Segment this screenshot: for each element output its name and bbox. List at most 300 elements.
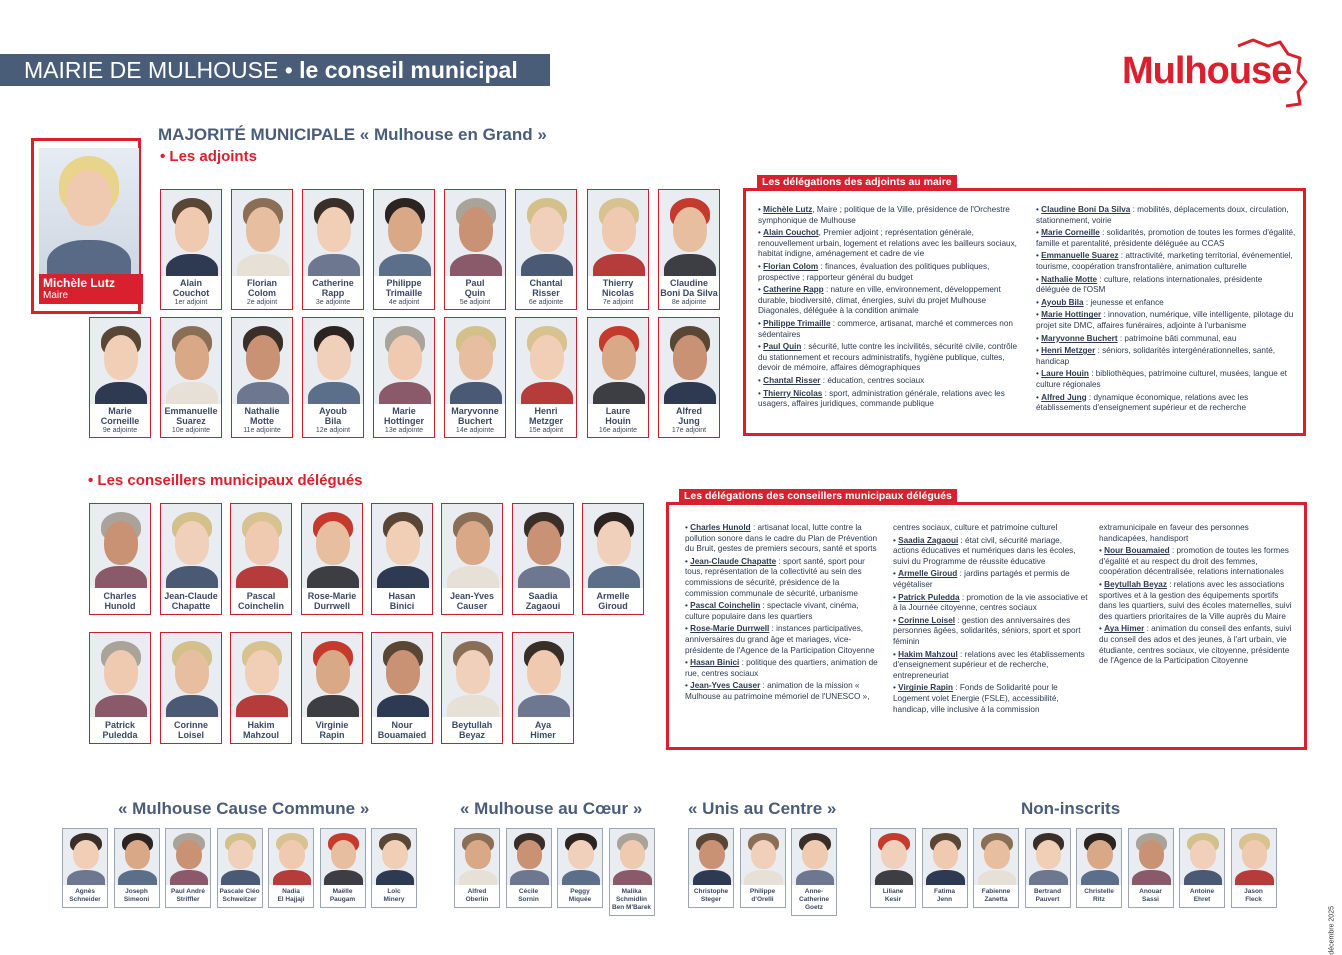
member-last-name: Oberlin [465,896,489,903]
conseiller-photo [513,504,573,588]
adjoint-photo [659,190,719,276]
adjoint-name [303,404,363,426]
delegations-adjoints-tag: Les délégations des adjoints au maire [757,175,957,189]
delegation-person: Marie Hottinger [1041,310,1102,320]
group-member-name [63,885,107,907]
delegation-person: Aya Himer [1104,624,1145,634]
delegation-text: : sécurité, lutte contre les incivilités, sécurité civile, contrôle du stationnement et recours administratifs, hygiène publique, cultes, devoir de mémoire, affaires démographiques [758,342,1018,373]
group-title: « Unis au Centre » [688,799,837,818]
adjoint-role: 14e adjointe [455,427,495,434]
conseiller-card [160,632,222,744]
adjoint-last-name: Trimaille [385,288,423,298]
delegation-text: : gestion des anniversaires des personnes âgées, solidarités, séniors, sport et sport féminin [893,615,1081,646]
conseiller-card [301,503,363,615]
delegation-text: , Premier adjoint ; représentation générale, renouvellement urbain, logement et relations avec les bailleurs sociaux, habitat indigne, aménagement et cadre de vie [758,228,1017,259]
adjoint-last-name: Boni Da Silva [660,288,718,298]
conseiller-last-name: Zagaoui [525,601,561,611]
delegation-entry: • Virginie Rapin : Fonds de Solidarité pour le Logement volet Energie (FSLE), accessibilité, handicap, ville inclusive à la commission [893,683,1059,714]
conseiller-first-name: Hakim [247,720,275,730]
conseiller-photo [231,633,291,717]
adjoint-photo [232,190,292,276]
group-member-card [973,828,1019,908]
group-member-photo [1077,829,1121,885]
delegation-text: : politique des quartiers, animation de rue, centres sociaux [685,658,878,678]
conseiller-name [442,588,502,614]
delegations-adjoints-right [1036,205,1298,416]
delegation-text: : innovation, numérique, ville intelligente, pilotage du projet site DMC, affaires funéraires, adjointe à l'urbanisme [1036,310,1294,330]
conseiller-first-name: Charles [103,591,137,601]
adjoint-role: 10e adjointe [171,427,211,434]
adjoint-photo [161,318,221,404]
group-member-card [165,828,211,908]
conseillers-title: • Les conseillers municipaux délégués [88,472,363,489]
group-member-card [1128,828,1174,908]
delegation-person: Florian Colom [763,261,819,271]
delegation-text: : culture, relations internationales, présidente déléguée de l'OSM [1036,274,1263,295]
member-last-name: Striffler [176,896,200,903]
header-separator: • [284,57,293,83]
delegation-entry: • Jean-Yves Causer : animation de la mission « Mulhouse au patrimoine mémoriel de l'UNESCO », [685,681,870,701]
adjoint-last-name: Risser [532,288,560,298]
group-member-photo [218,829,262,885]
group-member-photo [741,829,785,885]
delegation-entry: • Jean-Claude Chapatte : sport santé, sport pour tous, représentation de la collectivité au sein des commissions de sécurité, présidence de la commission communale de sécurité, urbanisme [685,556,865,598]
adjoint-last-name: Metzger [528,416,563,426]
maire-photo [39,148,139,278]
group-member-card [320,828,366,908]
header-title: le conseil municipal [299,57,518,83]
adjoint-photo [374,190,434,276]
maire-card [31,138,141,314]
delegation-text: : Fonds de Solidarité pour le Logement volet Energie (FSLE), accessibilité, handicap, ville inclusive à la commission [893,683,1059,714]
conseiller-first-name: Pascal [246,591,276,601]
adjoint-first-name: Florian [246,278,277,288]
adjoint-role: 9e adjointe [102,427,138,434]
maire-name: Michèle Lutz [43,276,116,290]
group-member-name [1026,885,1070,907]
delegation-person: Alain Couchot [763,228,819,238]
group-member-photo [792,829,836,885]
adjoint-last-name: Rapp [321,288,345,298]
delegations-conseillers-tag: Les délégations des conseillers municipaux délégués [679,489,957,503]
delegation-entry: • Alfred Jung : dynamique économique, relations avec les établissements d'enseignement supérieur et de recherche [1036,392,1249,413]
conseiller-first-name: Hasan [388,591,416,601]
delegation-text: : jeunesse et enfance [1083,297,1164,307]
adjoint-first-name: Catherine [312,278,354,288]
delegation-entry: • Chantal Risser : éducation, centres sociaux [758,375,925,385]
delegation-person: Claudine Boni Da Silva [1041,205,1131,214]
member-first-name: Cécile [518,888,539,895]
conseiller-first-name: Jean-Yves [449,591,495,601]
adjoint-card [373,189,435,310]
adjoint-role: 1er adjoint [174,299,208,306]
conseiller-name [442,717,502,743]
adjoint-card [231,317,293,438]
group-member-name [741,885,785,907]
delegation-person: Jean-Claude Chapatte [690,556,777,566]
conseiller-card [582,503,644,615]
group-member-name [115,885,159,907]
group-title: « Mulhouse au Cœur » [460,799,643,818]
adjoint-name [516,404,576,426]
delegation-person: Hakim Mahzoul [898,649,958,659]
delegation-text: : animation du conseil des enfants, suivi du conseil des ados et des jeunes, à l'art urbain, vie étudiante, centres sociaux, vie citoyenne, présidente de l'Agence de la Participation Citoyenne [1099,624,1292,666]
group-member-name [923,885,967,907]
delegation-entry: • Hasan Binici : politique des quartiers, animation de rue, centres sociaux [685,658,878,678]
delegation-text: : animation de la mission « Mulhouse au patrimoine mémoriel de l'UNESCO », [685,681,870,701]
member-first-name: Fatima [934,888,955,895]
delegation-person: Armelle Giroud [898,569,958,579]
adjoint-role: 5e adjoint [459,299,491,306]
delegations-conseillers-col2 [893,523,1089,717]
delegation-text: : commerce, artisanat, marché et commerces non sédentaires [758,318,1013,339]
delegation-text: : promotion de la vie associative et à la Journée citoyenne, centres sociaux [893,592,1088,613]
delegation-person: Hasan Binici [690,658,740,668]
delegation-entry: • Beytullah Beyaz : relations avec les associations sportives et à la gestion des équipements sportifs dans les quartiers, suivi des écoles maternelles, suivi des quartiers prioritaires de la Ville auprès du Maire [1099,579,1292,621]
conseiller-last-name: Bouamaied [377,730,427,740]
member-last-name: Ritz [1093,896,1105,903]
member-first-name: Joseph [125,888,148,895]
delegation-entry [893,523,1089,534]
group-title: « Mulhouse Cause Commune » [118,799,370,818]
group-member-card [609,828,655,916]
member-first-name: Loïc [387,888,401,895]
conseiller-name [161,717,221,743]
adjoint-last-name: Colom [248,288,276,298]
delegation-text: : attractivité, marketing territorial, événementiel, tourisme, coopération transfrontalière, animation culturelle [1036,251,1293,271]
adjoint-last-name: Houin [605,416,631,426]
group-member-name [507,885,551,907]
conseiller-name [513,588,573,614]
delegation-person: Marie Corneille [1041,228,1100,238]
adjoint-last-name: Corneille [100,416,140,426]
delegation-entry: • Laure Houin : bibliothèques, patrimoine culturel, musées, langue et culture régionales [1036,369,1287,389]
conseiller-first-name: Beytullah [451,720,493,730]
member-last-name: Pauvert [1035,896,1060,903]
group-member-name [269,885,313,907]
delegation-person: Paul Quin [763,342,802,352]
adjoint-role: 11e adjointe [243,427,281,434]
group-member-card [1025,828,1071,908]
conseiller-first-name: Aya [534,720,552,730]
adjoint-first-name: Marie [392,406,416,416]
adjoint-first-name: Nathalie [244,406,280,416]
conseiller-photo [513,633,573,717]
member-last-name: Minery [383,896,405,903]
member-first-name: Bertrand [1033,888,1062,895]
delegation-text: : éducation, centres sociaux [820,375,925,385]
adjoint-name [90,404,150,426]
group-member-photo [269,829,313,885]
adjoint-card [515,317,577,438]
delegation-person: Patrick Puledda [898,592,960,602]
conseiller-name [302,717,362,743]
delegation-entry: • Rose-Marie Durrwell : instances participatives, anniversaires du grand âge et mariages, vice-présidente de l'Agence de la Participation Citoyenne [685,624,875,655]
group-member-card [688,828,734,908]
adjoint-first-name: Henri [534,406,558,416]
conseiller-first-name: Corinne [173,720,208,730]
adjoint-photo [303,318,363,404]
delegation-entry: • Paul Quin : sécurité, lutte contre les incivilités, sécurité civile, contrôle du stationnement et recours administratifs, hygiène publique, cultes, devoir de mémoire, affaires démographiques [758,342,1018,373]
adjoint-card [515,189,577,310]
delegations-conseillers-col1 [685,523,883,705]
adjoint-role: 8e adjointe [671,299,707,306]
group-member-card [1076,828,1122,908]
delegation-person: Corinne Loisel [898,615,956,625]
adjoint-card [587,189,649,310]
delegation-text: : relations avec les associations sportives et à la gestion des équipements sportifs dans les quartiers, suivi des écoles maternelles, suivi des quartiers prioritaires de la Ville auprès du Maire [1099,579,1292,621]
conseiller-name [90,588,150,614]
member-first-name: Anouar [1139,888,1162,895]
conseiller-last-name: Durrwell [313,601,350,611]
member-first-name: Maëlle [332,888,353,895]
delegations-adjoints-left [758,205,1020,412]
conseiller-last-name: Coinchelin [237,601,284,611]
maire-role: Maire [43,290,69,301]
adjoint-first-name: Maryvonne [451,406,499,416]
delegation-entry: • Catherine Rapp : nature en ville, environnement, développement durable, biodiversité, climat, énergies, suivi du projet Mulhouse Diagonales, déléguée à la condition animale [758,285,1001,316]
group-member-name [610,885,654,915]
adjoint-photo [588,190,648,276]
adjoint-card [231,189,293,310]
adjoint-role: 16e adjointe [598,427,638,434]
adjoint-role: 15e adjoint [528,427,564,434]
adjoint-photo [374,318,434,404]
delegation-text: : spectacle vivant, cinéma, culture populaire dans les quartiers [685,601,859,621]
adjoint-name [659,276,719,298]
group-member-photo [689,829,733,885]
adjoint-first-name: Claudine [669,278,708,288]
adjoint-first-name: Ayoub [319,406,347,416]
delegation-person: Beytullah Beyaz [1104,579,1167,589]
delegation-person: Charles Hunold [690,523,751,532]
adjoint-card [658,189,720,310]
delegation-text: extramunicipale en faveur des personnes handicapées, handisport [1099,523,1249,543]
member-last-name: Miquée [568,896,592,903]
delegation-entry: • Marie Hottinger : innovation, numérique, ville intelligente, pilotage du projet site DMC, affaires funéraires, adjointe à l'urbanisme [1036,310,1294,330]
member-last-name: Zanetta [984,896,1008,903]
group-member-name [974,885,1018,907]
group-member-card [870,828,916,908]
adjoint-card [444,317,506,438]
delegation-person: Rose-Marie Durrwell [690,624,770,634]
conseiller-card [230,503,292,615]
conseiller-photo [442,504,502,588]
delegations-conseillers-col3 [1099,523,1297,669]
conseiller-card [301,632,363,744]
member-first-name: Nadia [282,888,300,895]
group-member-name [1129,885,1173,907]
delegation-entry: • Patrick Puledda : promotion de la vie associative et à la Journée citoyenne, centres sociaux [893,592,1088,613]
delegation-person: Catherine Rapp [763,285,824,295]
conseiller-name [583,588,643,614]
group-member-name [792,885,836,915]
group-member-card [114,828,160,908]
delegation-entry: • Alain Couchot, Premier adjoint ; représentation générale, renouvellement urbain, logement et relations avec les bailleurs sociaux, habitat indigne, aménagement et cadre de vie [758,228,1017,259]
member-last-name: Schneider [69,896,101,903]
group-member-name [871,885,915,907]
group-member-name [1180,885,1224,907]
delegation-text: : relations avec les établissements d'enseignement supérieur et de recherche, entrepreneuriat [893,649,1085,680]
adjoint-name [232,276,292,298]
member-first-name: Alfred [467,888,487,895]
delegation-entry: • Claudine Boni Da Silva : mobilités, déplacements doux, circulation, stationnement, voirie [1036,205,1289,225]
majorite-title: MAJORITÉ MUNICIPALE « Mulhouse en Grand » [158,125,547,144]
adjoint-name [374,404,434,426]
conseiller-name [161,588,221,614]
group-member-name [689,885,733,907]
group-member-name [1232,885,1276,907]
group-member-name [455,885,499,907]
group-member-card [922,828,968,908]
conseiller-name [302,588,362,614]
member-first-name: Pascale Cléo [219,888,260,895]
delegation-text: : dynamique économique, relations avec les établissements d'enseignement supérieur et de recherche [1036,392,1249,413]
header-prefix: MAIRIE DE MULHOUSE [24,57,279,83]
delegations-adjoints-box [743,188,1306,436]
group-member-card [268,828,314,908]
adjoint-card [444,189,506,310]
adjoint-name [445,276,505,298]
adjoint-photo [659,318,719,404]
adjoint-first-name: Alfred [675,406,702,416]
delegation-entry [1099,523,1297,544]
adjoint-first-name: Alain [179,278,202,288]
group-member-card [1179,828,1225,908]
conseiller-photo [161,633,221,717]
group-member-card [217,828,263,908]
delegation-text: : instances participatives, anniversaires du grand âge et mariages, vice-présidente de l'Agence de la Participation Citoyenne [685,624,875,655]
adjoint-last-name: Nicolas [601,288,634,298]
delegation-entry: • Henri Metzger : séniors, solidarités intergénérationnelles, santé, handicap [1036,346,1276,366]
delegation-entry: • Nathalie Motte : culture, relations internationales, présidente déléguée de l'OSM [1036,274,1263,295]
conseiller-name [231,717,291,743]
group-member-card [454,828,500,908]
conseiller-card [89,632,151,744]
member-last-name: Schweitzer [222,896,257,903]
adjoint-name [232,404,292,426]
adjoint-first-name: Thierry [602,278,634,288]
conseiller-photo [231,504,291,588]
group-member-photo [1180,829,1224,885]
delegations-conseillers-box [666,502,1307,750]
conseiller-card [512,632,574,744]
member-first-name: Christelle [1084,888,1114,895]
group-member-photo [1129,829,1173,885]
conseiller-first-name: Jean-Claude [164,591,218,601]
delegation-entry: • Pascal Coinchelin : spectacle vivant, cinéma, culture populaire dans les quartiers [685,601,859,621]
member-first-name: Jason [1244,888,1263,895]
group-member-name [166,885,210,907]
conseiller-name [372,717,432,743]
delegation-entry: • Saadia Zagaoui : état civil, sécurité mariage, actions éducatives et numériques dans les écoles, suivi du Programme de réussite éducative [893,535,1076,566]
member-first-name: Antoine [1189,888,1215,895]
conseiller-first-name: Armelle [596,591,630,601]
delegation-text: : état civil, sécurité mariage, actions éducatives et numériques dans les écoles, suivi du Programme de réussite éducative [893,535,1076,566]
group-member-photo [1232,829,1276,885]
adjoint-role: 12e adjoint [315,427,351,434]
adjoint-name [659,404,719,426]
conseiller-card [512,503,574,615]
adjoints-title: • Les adjoints [160,148,257,165]
member-first-name: Philippe [749,888,776,895]
conseiller-last-name: Causer [456,601,488,611]
member-first-name: Anne- [804,888,824,895]
adjoint-first-name: Philippe [386,278,422,288]
member-last-name: Ehret [1193,896,1211,903]
adjoint-name [303,276,363,298]
conseiller-card [441,632,503,744]
delegation-person: Virginie Rapin [898,683,954,693]
adjoint-photo [445,318,505,404]
delegation-text: : solidarités, promotion de toutes les formes d'égalité, famille et parentalité, présidente déléguée au CCAS [1036,228,1296,248]
conseiller-last-name: Mahzoul [243,730,279,740]
group-member-card [557,828,603,908]
delegation-entry: • Florian Colom : finances, évaluation des politiques publiques, prospective ; rapporteur général du budget [758,261,990,282]
adjoint-photo [516,318,576,404]
group-member-name [321,885,365,907]
conseiller-first-name: Rose-Marie [307,591,357,601]
member-last-name: Steger [700,896,722,903]
adjoint-last-name: Motte [250,416,274,426]
member-last-name: Sassi [1142,896,1159,903]
adjoint-role: 2e adjoint [246,299,278,306]
group-member-photo [63,829,107,885]
adjoint-name [161,404,221,426]
delegation-text: : nature en ville, environnement, développement durable, biodiversité, climat, énergies, suivi du projet Mulhouse Diagonales, déléguée à la condition animale [758,285,1001,316]
adjoint-last-name: Suarez [176,416,206,426]
conseiller-first-name: Nour [391,720,413,730]
adjoint-first-name: Chantal [529,278,563,288]
conseiller-name [513,717,573,743]
delegation-person: Thierry Nicolas [763,388,823,398]
member-first-name: Peggy [570,888,590,895]
group-member-card [740,828,786,908]
group-member-photo [507,829,551,885]
delegation-entry: • Emmanuelle Suarez : attractivité, marketing territorial, événementiel, tourisme, coopération transfrontalière, animation culturelle [1036,251,1293,271]
conseiller-first-name: Virginie [315,720,349,730]
member-last-name: Fleck [1245,896,1262,903]
delegation-person: Jean-Yves Causer [690,681,761,691]
conseiller-photo [302,633,362,717]
delegation-text: : mobilités, déplacements doux, circulation, stationnement, voirie [1036,205,1289,225]
conseiller-card [89,503,151,615]
adjoint-last-name: Jung [678,416,700,426]
delegation-person: Nathalie Motte [1041,274,1098,284]
group-member-photo [1026,829,1070,885]
delegation-entry: • Charles Hunold : artisanat local, lutte contre la pollution sonore dans le cadre du Plan de Prévention du Bruit, gestes de premiers secours, santé et sports [685,523,878,554]
group-member-name [558,885,602,907]
delegation-entry: • Thierry Nicolas : sport, administration générale, relations avec les usagers, affaires juridiques, commande publique [758,388,1005,409]
member-first-name: Christophe [693,888,729,895]
group-member-photo [115,829,159,885]
group-member-photo [974,829,1018,885]
adjoint-role: 4e adjoint [388,299,420,306]
adjoint-last-name: Quin [464,288,486,298]
group-member-photo [610,829,654,885]
member-last-name: El Hajjaji [277,896,305,903]
conseiller-last-name: Himer [530,730,556,740]
group-member-name [372,885,416,907]
delegation-person: Chantal Risser [763,375,821,385]
group-member-photo [923,829,967,885]
adjoint-card [302,189,364,310]
delegation-person: Nour Bouamaied [1104,546,1170,556]
adjoint-card [160,317,222,438]
delegation-entry: • Philippe Trimaille : commerce, artisanat, marché et commerces non sédentaires [758,318,1013,339]
conseiller-card [230,632,292,744]
member-first-name: Fabienne [981,888,1011,895]
